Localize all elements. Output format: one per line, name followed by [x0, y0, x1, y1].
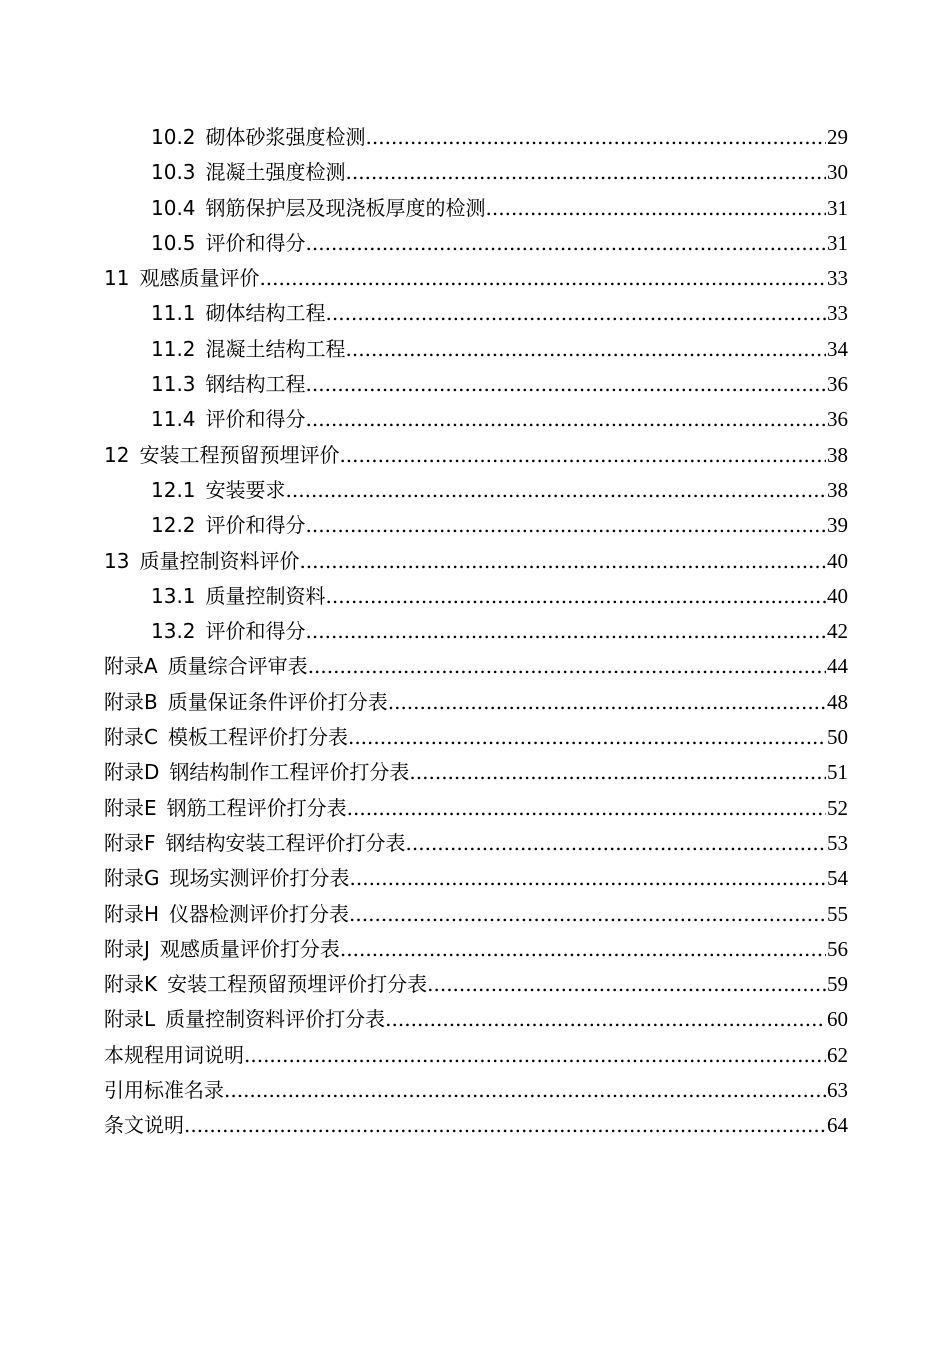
toc-dot-leader [224, 1073, 826, 1108]
toc-entry-title: 质量综合评审表 [167, 654, 308, 679]
toc-entry-page-number: 33 [827, 301, 848, 326]
toc-entry-title: 钢结构工程 [205, 372, 306, 397]
toc-entry-page-number: 31 [827, 230, 848, 255]
toc-entry-title: 钢结构安装工程评价打分表 [165, 830, 406, 855]
toc-entry[interactable] [104, 614, 848, 649]
toc-entry-number: 10.2 [151, 125, 196, 149]
toc-entry-title: 钢筋保护层及现浇板厚度的检测 [205, 195, 486, 220]
toc-entry-page-number: 60 [827, 1007, 848, 1032]
toc-dot-leader [406, 826, 826, 861]
toc-entry-title: 安装工程预留预埋评价打分表 [167, 972, 428, 997]
toc-dot-leader [306, 614, 826, 649]
toc-entry-page-number: 62 [827, 1042, 848, 1067]
toc-entry-title: 质量控制资料 [205, 583, 326, 608]
toc-entry-number: 附录C [104, 725, 158, 750]
toc-entry-number: 12.1 [151, 477, 196, 502]
table-of-contents [104, 120, 848, 1144]
toc-entry-title: 质量保证条件评价打分表 [167, 689, 388, 714]
toc-entry[interactable] [104, 720, 848, 755]
toc-entry-number: 附录E [104, 795, 157, 820]
toc-entry-title: 仪器检测评价打分表 [169, 901, 350, 926]
toc-entry-page-number: 54 [827, 866, 848, 891]
toc-entry[interactable] [104, 826, 848, 861]
toc-entry[interactable] [104, 897, 848, 932]
toc-dot-leader [244, 1038, 826, 1073]
toc-entry-title: 质量控制资料评价打分表 [165, 1007, 386, 1032]
toc-entry-title: 引用标准名录 [104, 1078, 224, 1103]
toc-entry-page-number: 34 [827, 336, 848, 361]
toc-entry[interactable] [104, 755, 848, 790]
toc-entry[interactable] [104, 438, 848, 473]
toc-entry-page-number: 53 [827, 830, 848, 855]
toc-entry-number: 附录J [104, 936, 150, 961]
toc-entry[interactable] [104, 191, 848, 226]
toc-entry-number: 11 [104, 266, 130, 291]
toc-entry-number: 13.2 [151, 619, 196, 644]
toc-entry-page-number: 36 [827, 372, 848, 397]
toc-dot-leader [306, 508, 826, 543]
toc-entry-number: 附录A [104, 654, 158, 679]
toc-dot-leader [184, 1108, 826, 1143]
toc-entry-number: 附录G [104, 866, 160, 891]
toc-entry-number: 13 [104, 548, 130, 573]
toc-entry[interactable] [104, 579, 848, 614]
toc-entry-title: 混凝土结构工程 [205, 336, 346, 361]
toc-dot-leader [340, 932, 826, 967]
toc-entry-page-number: 33 [827, 266, 848, 291]
toc-entry-page-number: 56 [827, 936, 848, 961]
toc-dot-leader [346, 155, 826, 190]
toc-entry-title: 钢结构制作工程评价打分表 [169, 760, 410, 785]
toc-dot-leader [349, 897, 826, 932]
toc-dot-leader [286, 473, 826, 508]
toc-entry-page-number: 38 [827, 442, 848, 467]
toc-entry-page-number: 55 [827, 901, 848, 926]
toc-dot-leader [388, 685, 826, 720]
toc-entry-title: 质量控制资料评价 [139, 548, 300, 573]
toc-entry-title: 现场实测评价打分表 [169, 866, 350, 891]
toc-entry-title: 评价和得分 [205, 230, 306, 255]
toc-entry[interactable] [104, 332, 848, 367]
toc-entry-number: 10.5 [151, 230, 196, 255]
toc-dot-leader [259, 261, 826, 296]
toc-entry-title: 安装要求 [205, 477, 286, 502]
toc-entry[interactable] [104, 1038, 848, 1073]
toc-entry-number: 10.4 [151, 195, 196, 220]
toc-entry-page-number: 51 [827, 760, 848, 785]
toc-dot-leader [366, 120, 826, 155]
toc-dot-leader [326, 296, 826, 331]
toc-entry-title: 砌体结构工程 [205, 301, 326, 326]
toc-dot-leader [306, 367, 826, 402]
toc-entry[interactable] [104, 791, 848, 826]
toc-entry[interactable] [104, 649, 848, 684]
toc-entry-page-number: 44 [827, 654, 848, 679]
toc-entry-page-number: 31 [827, 195, 848, 220]
toc-entry[interactable] [104, 1002, 848, 1037]
toc-dot-leader [306, 226, 826, 261]
toc-entry[interactable] [104, 367, 848, 402]
toc-entry-page-number: 40 [827, 583, 848, 608]
toc-entry[interactable] [104, 296, 848, 331]
toc-dot-leader [306, 402, 826, 437]
toc-entry-page-number: 48 [827, 689, 848, 714]
toc-dot-leader [326, 579, 826, 614]
toc-entry[interactable] [104, 967, 848, 1002]
toc-entry-number: 11.2 [151, 336, 196, 361]
toc-entry-title: 评价和得分 [205, 619, 306, 644]
toc-entry-number: 11.3 [151, 372, 196, 397]
toc-entry-page-number: 42 [827, 619, 848, 644]
toc-entry-page-number: 52 [827, 795, 848, 820]
toc-entry-number: 附录H [104, 901, 160, 926]
toc-entry[interactable] [104, 120, 848, 155]
toc-entry[interactable] [104, 473, 848, 508]
toc-dot-leader [350, 861, 827, 896]
toc-entry-number: 11.1 [151, 301, 196, 326]
toc-entry[interactable] [104, 932, 848, 967]
toc-entry[interactable] [104, 1108, 848, 1143]
toc-entry-page-number: 29 [827, 125, 848, 149]
toc-entry-title: 条文说明 [104, 1113, 184, 1138]
toc-entry-title: 观感质量评价打分表 [159, 936, 340, 961]
toc-entry-title: 砌体砂浆强度检测 [205, 125, 366, 149]
toc-entry[interactable] [104, 685, 848, 720]
toc-entry-title: 观感质量评价 [139, 266, 260, 291]
toc-entry-number: 10.3 [151, 160, 196, 185]
toc-entry-number: 11.4 [151, 407, 196, 432]
toc-entry-title: 安装工程预留预埋评价 [139, 442, 340, 467]
toc-entry-number: 附录B [104, 689, 158, 714]
toc-dot-leader [409, 755, 826, 790]
toc-dot-leader [348, 720, 826, 755]
toc-entry-number: 12 [104, 442, 130, 467]
toc-entry-page-number: 40 [827, 548, 848, 573]
toc-entry-title: 钢筋工程评价打分表 [166, 795, 347, 820]
toc-entry-page-number: 59 [827, 972, 848, 997]
toc-entry-page-number: 30 [827, 160, 848, 185]
toc-dot-leader [346, 332, 826, 367]
toc-entry-title: 评价和得分 [205, 407, 306, 432]
toc-dot-leader [308, 649, 826, 684]
toc-dot-leader [339, 438, 826, 473]
toc-entry[interactable] [104, 402, 848, 437]
toc-entry-page-number: 50 [827, 725, 848, 750]
toc-entry-page-number: 64 [827, 1113, 848, 1138]
toc-entry[interactable] [104, 544, 848, 579]
toc-entry[interactable] [104, 155, 848, 190]
toc-entry-title: 混凝土强度检测 [205, 160, 346, 185]
toc-entry-number: 12.2 [151, 513, 196, 538]
toc-entry-number: 13.1 [151, 583, 196, 608]
toc-entry-title: 模板工程评价打分表 [167, 725, 348, 750]
toc-entry-page-number: 36 [827, 407, 848, 432]
toc-entry-title: 评价和得分 [205, 513, 306, 538]
toc-entry-number: 附录D [104, 760, 160, 785]
toc-entry-page-number: 38 [827, 477, 848, 502]
toc-entry-page-number: 39 [827, 513, 848, 538]
toc-entry[interactable] [104, 1073, 848, 1108]
toc-dot-leader [347, 791, 826, 826]
toc-entry[interactable] [104, 261, 848, 296]
toc-entry-number: 附录K [104, 972, 158, 997]
toc-entry[interactable] [104, 861, 848, 896]
toc-entry[interactable] [104, 508, 848, 543]
toc-entry-number: 附录F [104, 830, 156, 855]
toc-entry-page-number: 63 [827, 1078, 848, 1103]
toc-entry-number: 附录L [104, 1007, 156, 1032]
toc-entry[interactable] [104, 226, 848, 261]
toc-dot-leader [385, 1002, 826, 1037]
toc-dot-leader [427, 967, 826, 1002]
toc-entry-title: 本规程用词说明 [104, 1042, 244, 1067]
toc-dot-leader [486, 191, 826, 226]
toc-dot-leader [299, 544, 826, 579]
